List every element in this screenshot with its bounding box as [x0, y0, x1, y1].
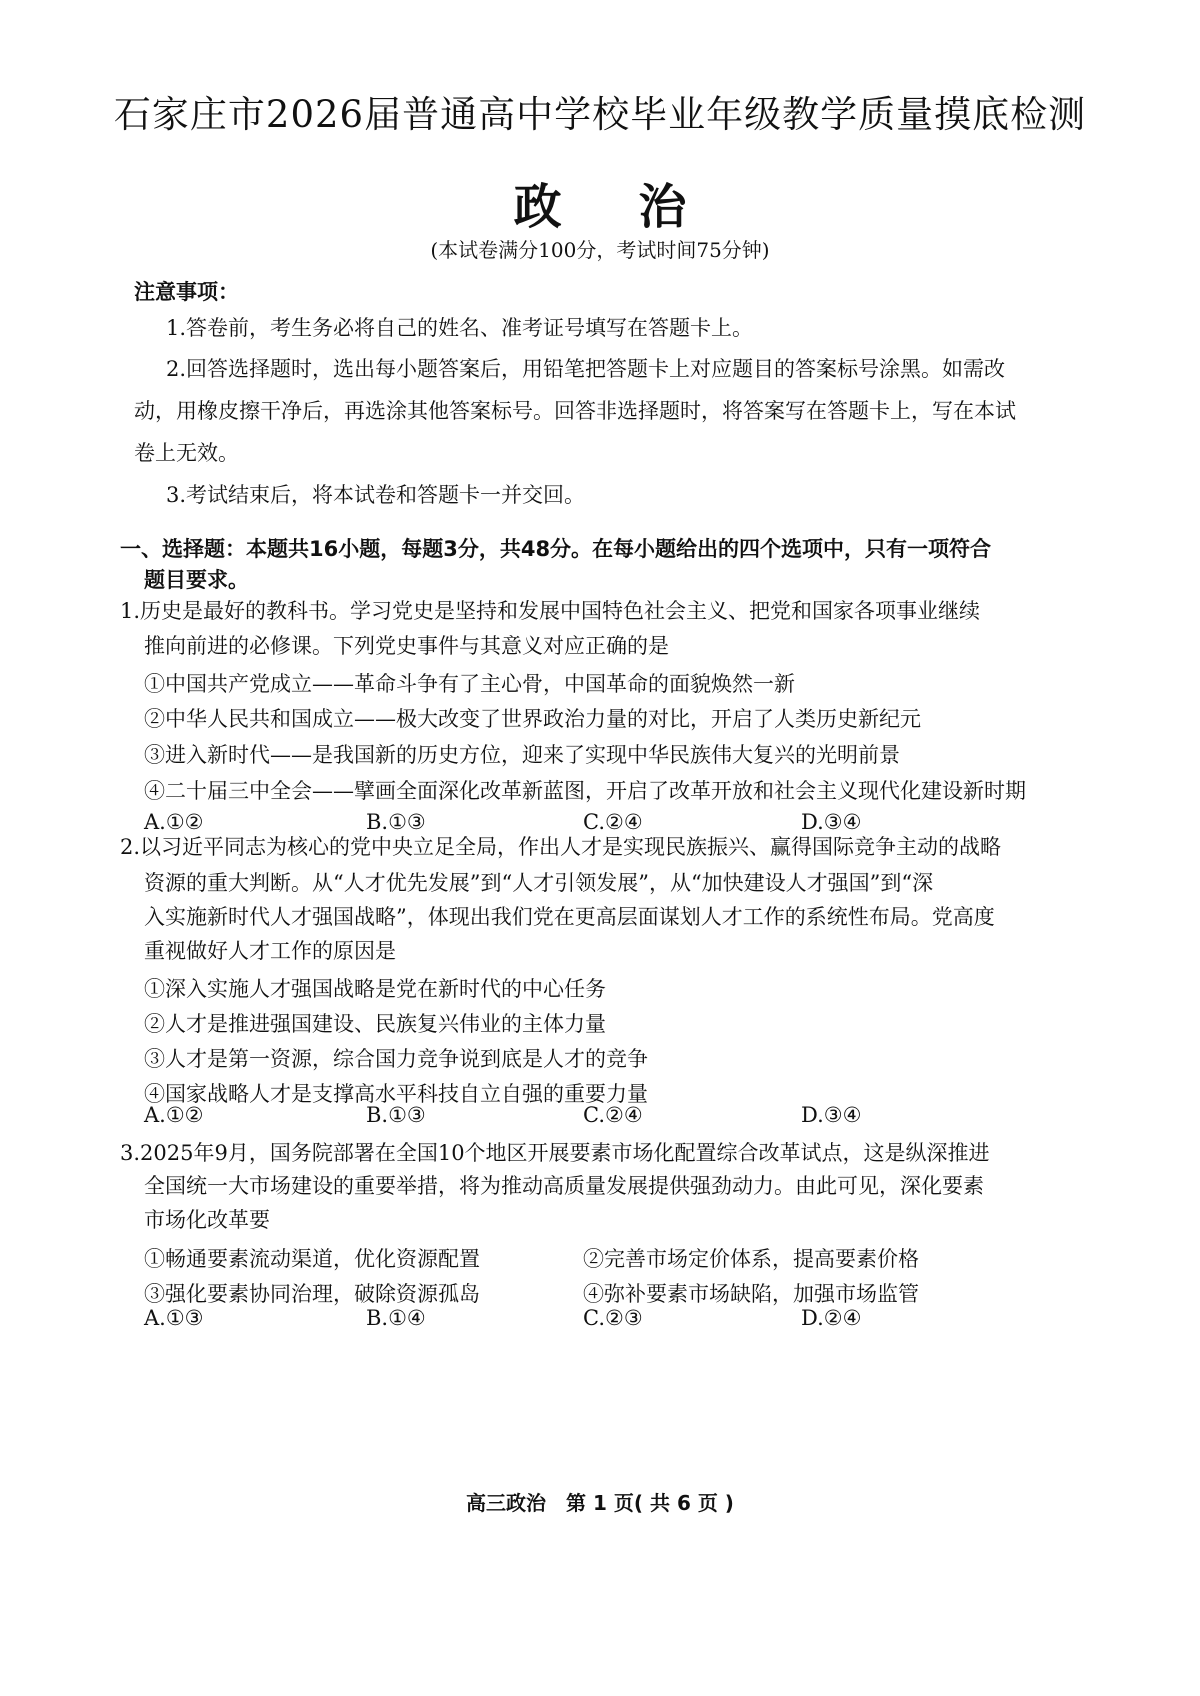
question-item: ③强化要素协同治理，破除资源孤岛 [144, 1282, 480, 1306]
page-footer: 高三政治 第 1 页( 共 6 页 ) [466, 1491, 734, 1515]
question-item: ②人才是推进强国建设、民族复兴伟业的主体力量 [144, 1012, 606, 1036]
question-item: ④国家战略人才是支撑高水平科技自立自强的重要力量 [144, 1082, 648, 1106]
answer-option[interactable]: B.①③ [366, 1103, 426, 1127]
question-stem-line: 2.以习近平同志为核心的党中央立足全局，作出人才是实现民族振兴、赢得国际竞争主动的战略 [120, 835, 1002, 859]
question-stem-line: 1.历史是最好的教科书。学习党史是坚持和发展中国特色社会主义、把党和国家各项事业继续 [120, 599, 981, 623]
answer-option[interactable]: B.①④ [366, 1306, 426, 1330]
answer-option[interactable]: D.③④ [801, 810, 862, 834]
question-item: ②完善市场定价体系，提高要素价格 [583, 1247, 919, 1271]
question-item: ④弥补要素市场缺陷，加强市场监管 [583, 1282, 919, 1306]
question-item: ①畅通要素流动渠道，优化资源配置 [144, 1247, 480, 1271]
question-item: ③进入新时代——是我国新的历史方位，迎来了实现中华民族伟大复兴的光明前景 [144, 743, 900, 767]
answer-option[interactable]: C.②③ [583, 1306, 643, 1330]
answer-option[interactable]: A.①② [144, 1103, 204, 1127]
answer-option[interactable]: C.②④ [583, 1103, 643, 1127]
answer-option[interactable]: C.②④ [583, 810, 643, 834]
answer-option[interactable]: A.①③ [144, 1306, 204, 1330]
question-stem-line: 资源的重大判断。从“人才优先发展”到“人才引领发展”，从“加快建设人才强国”到“深 [144, 871, 934, 895]
answer-option[interactable]: B.①③ [366, 810, 426, 834]
section-heading: 一、选择题：本题共16小题，每题3分，共48分。在每小题给出的四个选项中，只有一项符合 [120, 537, 992, 561]
answer-option[interactable]: D.②④ [801, 1306, 862, 1330]
question-stem-line: 3.2025年9月，国务院部署在全国10个地区开展要素市场化配置综合改革试点，这是纵深推进 [120, 1141, 990, 1165]
section-heading-cont: 题目要求。 [144, 568, 249, 592]
question-stem-line: 市场化改革要 [144, 1208, 270, 1232]
notice-line: 2.回答选择题时，选出每小题答案后，用铅笔把答题卡上对应题目的答案标号涂黑。如需改 [166, 357, 1006, 381]
question-item: ③人才是第一资源，综合国力竞争说到底是人才的竞争 [144, 1047, 648, 1071]
answer-option[interactable]: D.③④ [801, 1103, 862, 1127]
exam-meta: (本试卷满分100分，考试时间75分钟) [430, 238, 770, 262]
question-stem-line: 重视做好人才工作的原因是 [144, 939, 396, 963]
exam-title: 石家庄市2026届普通高中学校毕业年级教学质量摸底检测 [113, 93, 1087, 136]
question-stem-line: 推向前进的必修课。下列党史事件与其意义对应正确的是 [144, 634, 669, 658]
question-stem-line: 全国统一大市场建设的重要举措，将为推动高质量发展提供强劲动力。由此可见，深化要素 [144, 1174, 984, 1198]
subject-title: 政 治 [513, 179, 717, 235]
question-item: ②中华人民共和国成立——极大改变了世界政治力量的对比，开启了人类历史新纪元 [144, 707, 921, 731]
answer-option[interactable]: A.①② [144, 810, 204, 834]
notice-line: 1.答卷前，考生务必将自己的姓名、准考证号填写在答题卡上。 [166, 316, 754, 340]
question-item: ④二十届三中全会——擘画全面深化改革新蓝图，开启了改革开放和社会主义现代化建设新时期 [144, 779, 1026, 803]
question-stem-line: 入实施新时代人才强国战略”，体现出我们党在更高层面谋划人才工作的系统性布局。党高度 [144, 905, 995, 929]
notice-heading: 注意事项： [134, 280, 239, 304]
question-item: ①深入实施人才强国战略是党在新时代的中心任务 [144, 977, 606, 1001]
question-item: ①中国共产党成立——革命斗争有了主心骨，中国革命的面貌焕然一新 [144, 672, 795, 696]
notice-line: 卷上无效。 [134, 441, 239, 465]
notice-line: 3.考试结束后，将本试卷和答题卡一并交回。 [166, 483, 586, 507]
notice-line: 动，用橡皮擦干净后，再选涂其他答案标号。回答非选择题时，将答案写在答题卡上，写在本试 [134, 399, 1016, 423]
